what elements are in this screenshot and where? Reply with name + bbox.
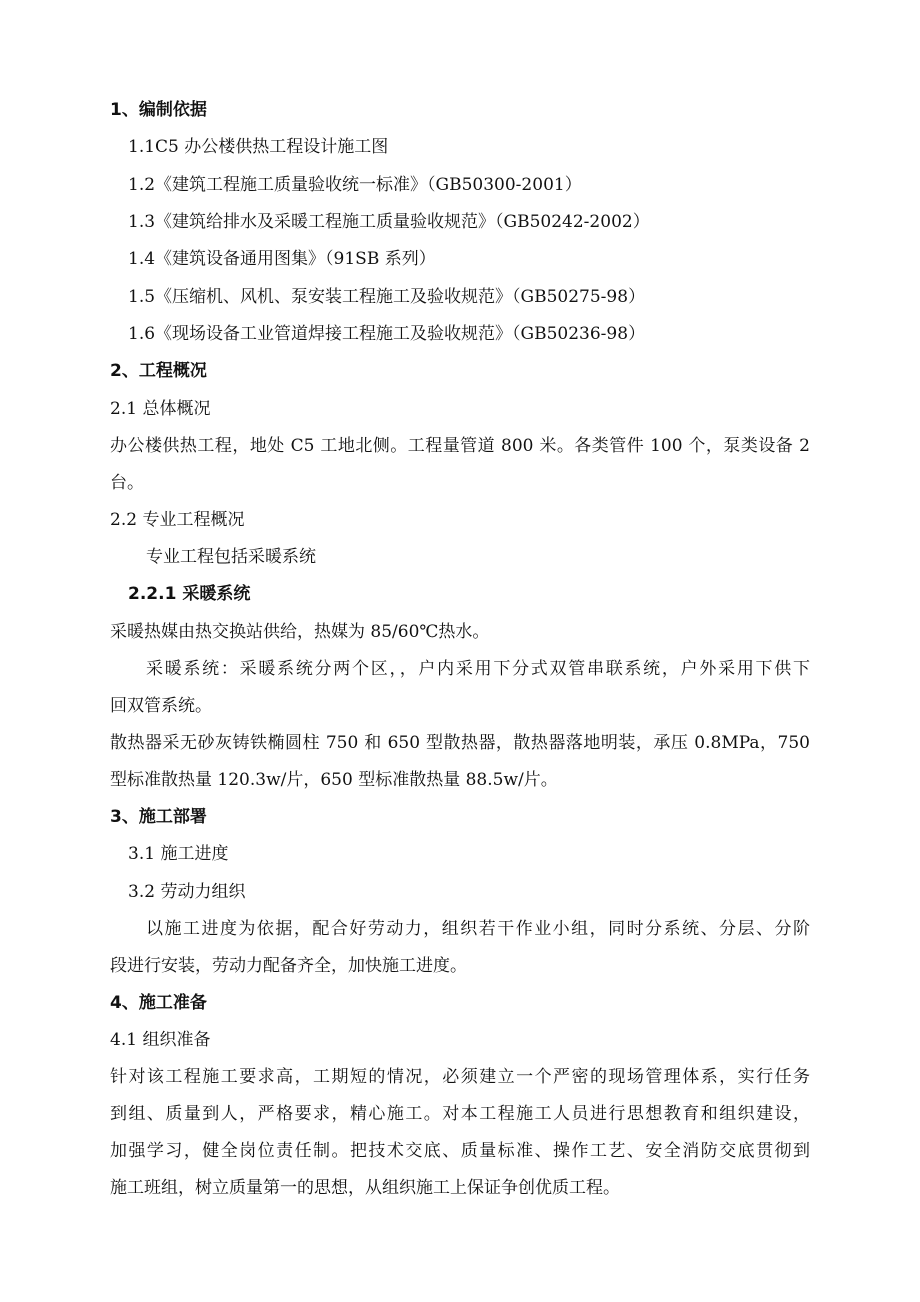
section-heading-1: 1、编制依据 [110,100,207,120]
paragraph-line: 针对该工程施工要求高，工期短的情况，必须建立一个严密的现场管理体系，实行任务 [110,1067,810,1087]
reference-item-5: 1.5《压缩机、风机、泵安装工程施工及验收规范》（GB50275-98） [128,287,646,307]
paragraph-line: 到组、质量到人，严格要求，精心施工。对本工程施工人员进行思想教育和组织建设， [110,1104,810,1124]
reference-item-3: 1.3《建筑给排水及采暖工程施工质量验收规范》（GB50242-2002） [128,212,650,232]
paragraph-line: 散热器采无砂灰铸铁椭圆柱 750 和 650 型散热器，散热器落地明装，承压 0.8MPa，750 [110,733,810,753]
subsection-title-3-1: 3.1 施工进度 [128,844,229,864]
paragraph-line: 采暖系统：采暖系统分两个区，，户内采用下分式双管串联系统，户外采用下供下 [146,659,810,679]
reference-item-1: 1.1C5 办公楼供热工程设计施工图 [128,137,389,157]
section-heading-2: 2、工程概况 [110,361,207,381]
reference-item-6: 1.6《现场设备工业管道焊接工程施工及验收规范》（GB50236-98） [128,324,646,344]
subsection-title-4-1: 4.1 组织准备 [110,1030,211,1050]
paragraph-line: 采暖热媒由热交换站供给，热媒为 85/60℃热水。 [110,622,490,642]
reference-item-4: 1.4《建筑设备通用图集》（91SB 系列） [128,249,436,269]
section-heading-4: 4、施工准备 [110,993,207,1013]
subsection-title-2-1: 2.1 总体概况 [110,399,211,419]
section-heading-3: 3、施工部署 [110,807,207,827]
paragraph-line: 回双管系统。 [110,696,212,716]
reference-item-2: 1.2《建筑工程施工质量验收统一标准》（GB50300-2001） [128,175,582,195]
paragraph-line: 施工班组，树立质量第一的思想，从组织施工上保证争创优质工程。 [110,1178,620,1198]
subsection-title-3-2: 3.2 劳动力组织 [128,882,246,902]
paragraph-line: 段进行安装，劳动力配备齐全，加快施工进度。 [110,956,467,976]
subsection-title-2-2: 2.2 专业工程概况 [110,510,245,530]
paragraph-line: 加强学习，健全岗位责任制。把技术交底、质量标准、操作工艺、安全消防交底贯彻到 [110,1141,810,1161]
paragraph-line: 台。 [110,473,144,493]
paragraph-line: 型标准散热量 120.3w/片，650 型标准散热量 88.5w/片。 [110,770,558,790]
subsection-title-2-2-1: 2.2.1 采暖系统 [128,584,251,604]
paragraph-line: 专业工程包括采暖系统 [146,547,316,567]
paragraph-line: 以施工进度为依据，配合好劳动力，组织若干作业小组，同时分系统、分层、分阶 [146,919,810,939]
paragraph-line: 办公楼供热工程，地处 C5 工地北侧。工程量管道 800 米。各类管件 100 个，泵类设备 2 [110,436,810,456]
